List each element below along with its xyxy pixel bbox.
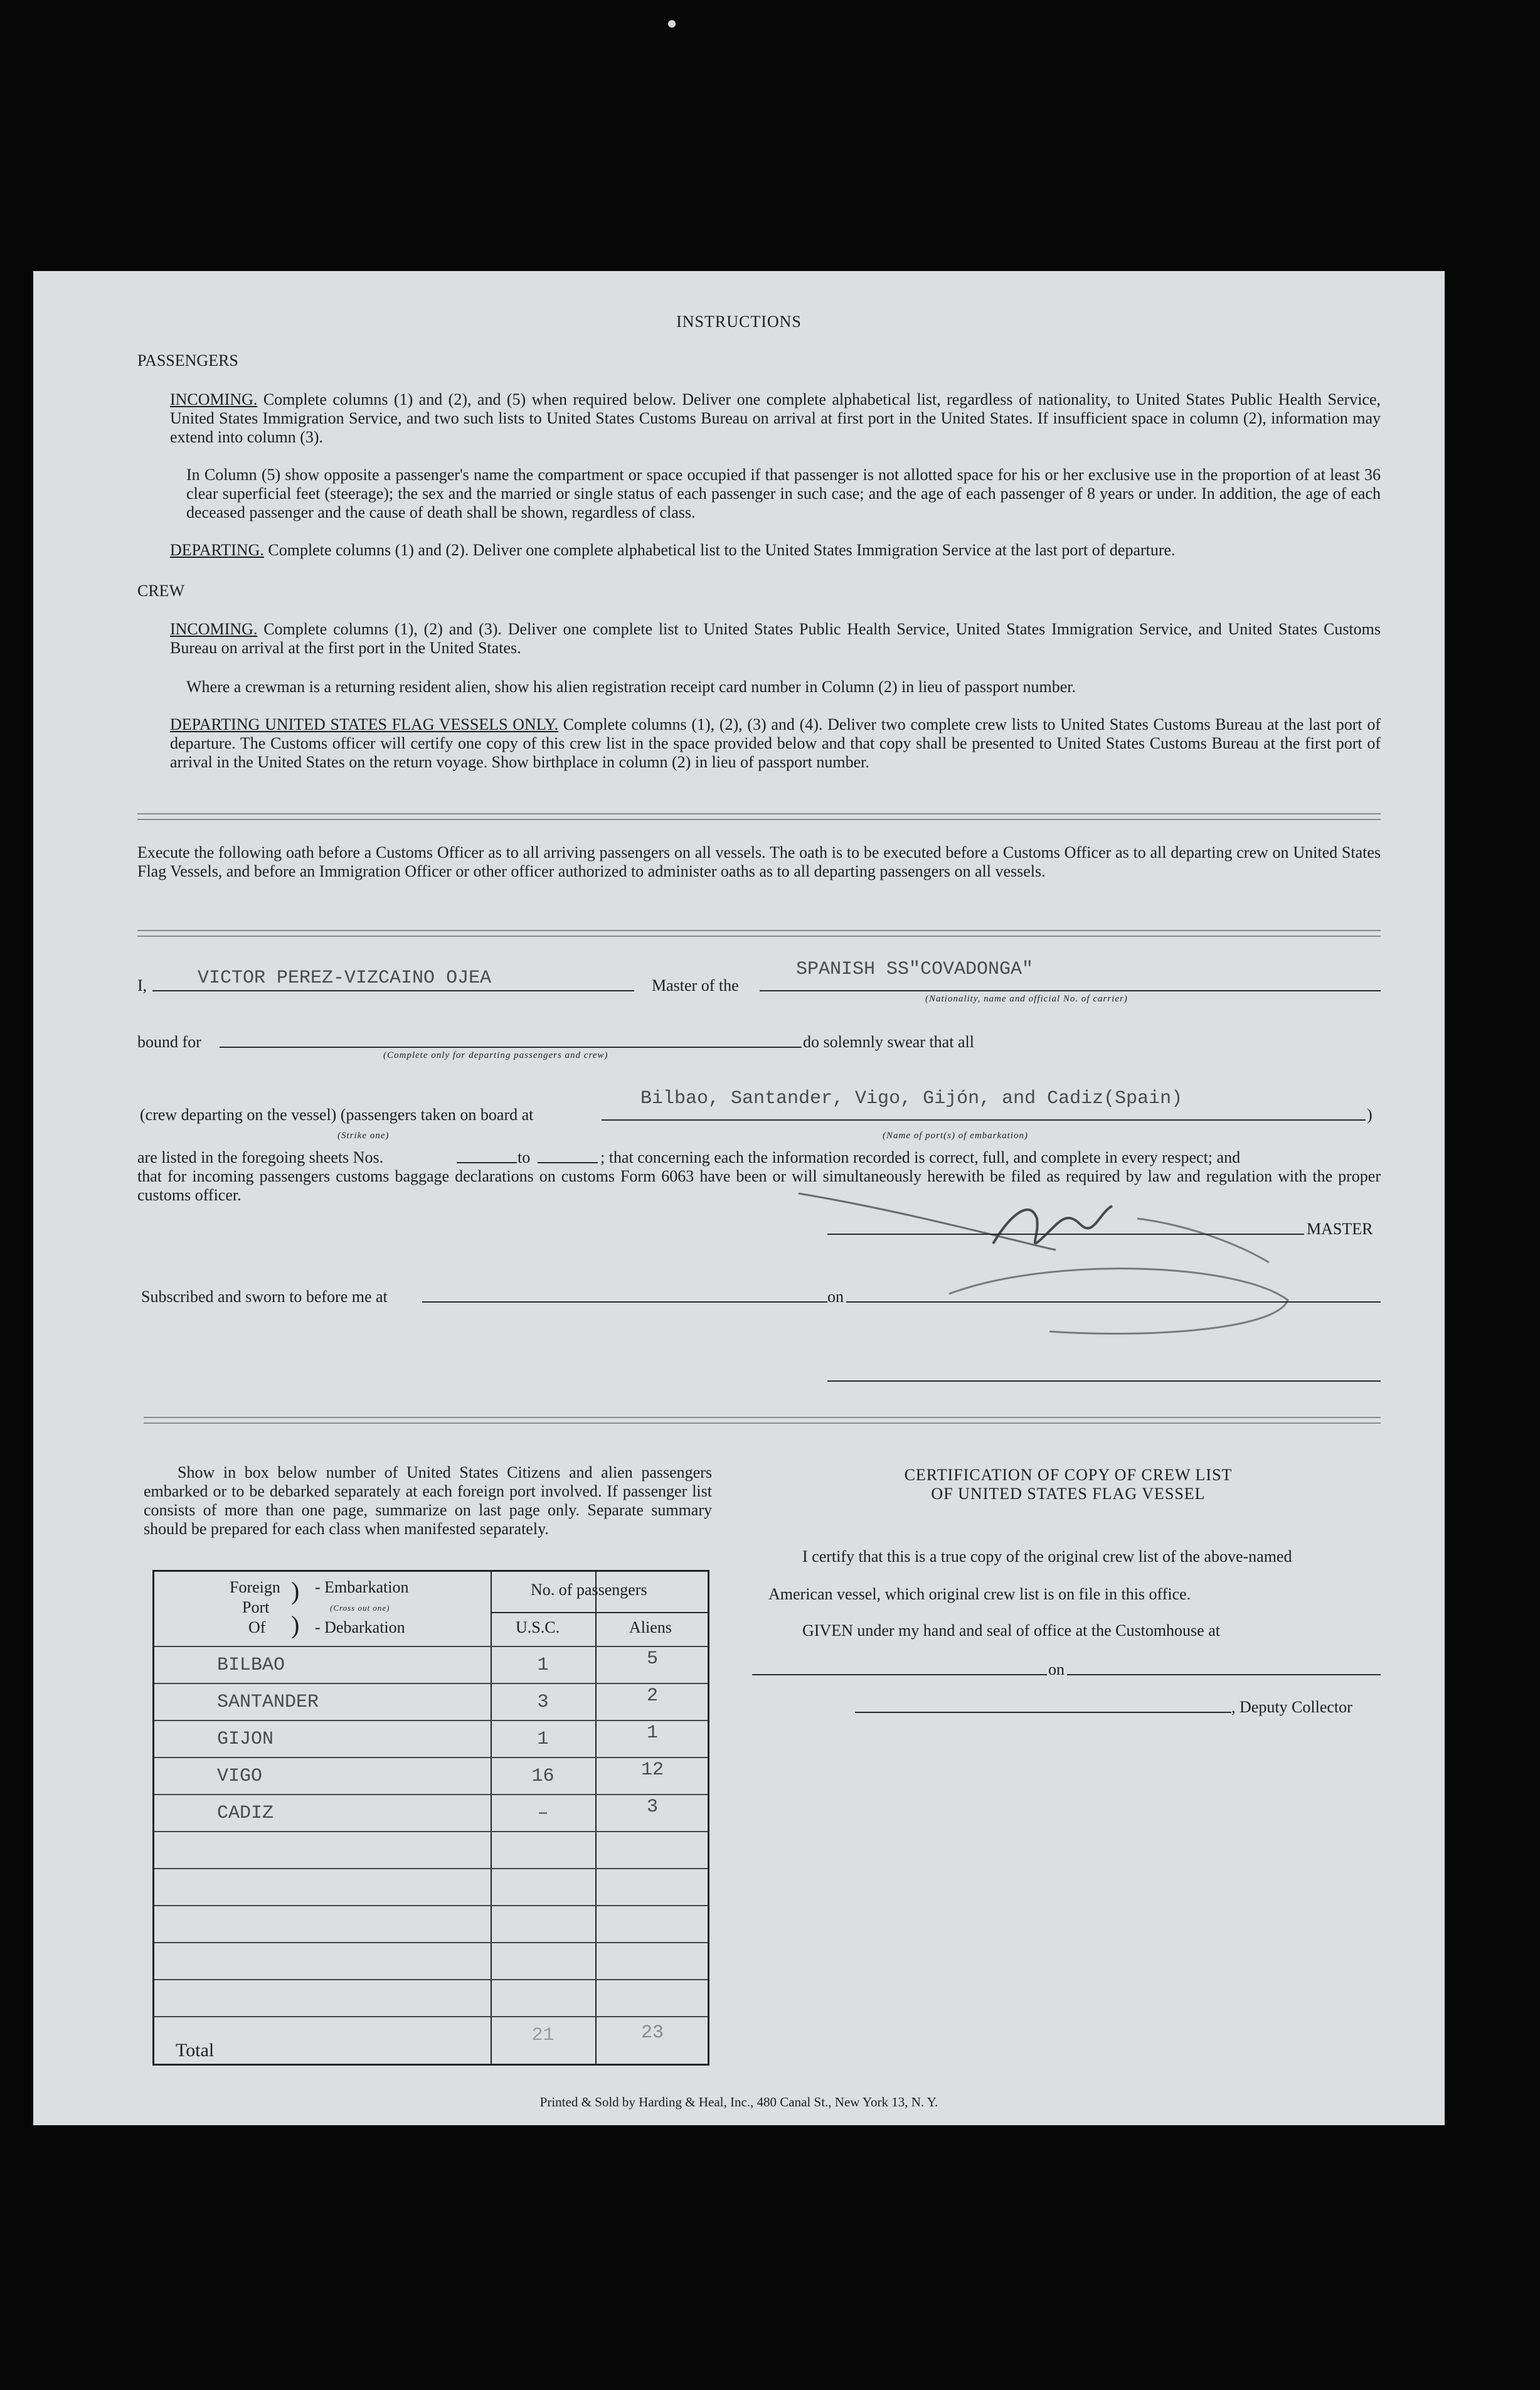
vessel-name: SPANISH SS"COVADONGA" [796,959,1034,980]
crew-heading: CREW [137,582,185,600]
close-paren: ) [1367,1106,1373,1124]
header-debarkation: - Debarkation [315,1618,405,1636]
section-divider [137,813,1381,820]
table-row-empty [154,1905,708,1942]
table-total-row [154,2016,708,2064]
certification-date-line [1067,1674,1381,1675]
ports-line [602,1119,1366,1121]
master-name: VICTOR PEREZ-VIZCAINO OJEA [198,968,492,989]
table-row-empty [154,1868,708,1905]
row-port: CADIZ [217,1803,274,1824]
flag-vessel-text: Complete columns (1), (2), (3) and (4). Deliver two complete crew lists to United States Customs Bureau at the last port of departure. The Customs officer will certify one copy of this crew list in the space provided below and that copy shall be presented to United States Customs Bureau at the first port of arrival in the United States on the return voyage. Show birthplace in column (2) in lieu of passport number. [170,715,1381,771]
row-usc: 3 [537,1692,549,1713]
baggage-text: that for incoming passengers customs baggage declarations on customs Form 6063 have been or will simultaneously herewith be filed as required by law and regulation with the proper customs officer. [137,1167,1381,1204]
sheets-to-line [538,1162,598,1163]
brace-top-icon: ) [291,1577,300,1605]
deputy-signature-line [855,1712,1231,1713]
deputy-label: , Deputy Collector [1231,1698,1352,1716]
departing-text: Complete columns (1) and (2). Deliver one complete alphabetical list to the United States Immigration Service at the last port of departure. [268,541,1176,559]
subscribed-label: Subscribed and sworn to before me at [141,1288,388,1306]
crewman-text: Where a crewman is a returning resident alien, show his alien registration receipt card number in Column (2) in lieu of passport number. [186,678,1076,696]
row-usc: 16 [531,1766,555,1787]
table-row [154,1794,708,1831]
crew-departing-text: (crew departing on the vessel) (passengers taken on board at [140,1106,534,1124]
printer-footer: Printed & Sold by Harding & Heal, Inc., 480 Canal St., New York 13, N. Y. [539,2094,938,2110]
customhouse-line [752,1674,1047,1675]
column5-text: In Column (5) show opposite a passenger's name the compartment or space occupied if that passenger is not allotted space for his or her exclusive use in the proportion of at least 36 clear superficial feet (steerage); the sex and the married or single status of each passenger in such case; and the age of each passenger of 8 years or under. In addition, the age of each deceased passenger and the cause of death shall be shown, regardless of class. [186,466,1381,521]
row-aliens: 2 [646,1685,658,1707]
header-foreign: Foreign [230,1578,280,1596]
section-divider [144,1417,1381,1424]
certification-text-1: I certify that this is a true copy of the original crew list of the above-named [802,1547,1292,1566]
table-row-empty [154,1942,708,1979]
master-signature-line [827,1234,1304,1235]
table-row [154,1720,708,1757]
header-passengers: No. of passengers [531,1581,647,1599]
strike-caption: (Strike one) [337,1131,390,1141]
subscribed-date-line [846,1301,1381,1303]
table-row [154,1683,708,1720]
row-usc: 1 [537,1729,549,1750]
crew-incoming-text: Complete columns (1), (2) and (3). Deliver one complete list to United States Public Health Service, United States Immigration Service, and United States Customs Bureau on arrival at the first port in the United States. [170,620,1381,657]
header-aliens: Aliens [629,1618,672,1636]
header-of: Of [248,1618,266,1636]
bound-for-label: bound for [137,1033,201,1051]
row-usc: 1 [537,1655,549,1676]
subscribed-place-line [422,1301,827,1303]
form-sheet [33,271,1445,2125]
passenger-summary-table [152,1570,709,2066]
certification-text-2: American vessel, which original crew list is on file in this office. [768,1585,1191,1603]
embarkation-ports: Bilbao, Santander, Vigo, Gijón, and Cadiz(Spain) [640,1088,1183,1109]
incoming-label: INCOMING. [170,390,258,408]
header-usc: U.S.C. [516,1618,560,1636]
master-of-label: Master of the [652,976,739,995]
subscribed-on-label: on [827,1288,844,1306]
incoming-instructions [170,390,1381,447]
crew-incoming-label: INCOMING. [170,620,258,638]
officer-signature-line [827,1380,1381,1382]
header-divider [491,1612,708,1613]
table-row-empty [154,1979,708,2016]
row-aliens: 5 [646,1648,658,1670]
row-port: SANTANDER [217,1692,319,1713]
swear-text: do solemnly swear that all [803,1033,974,1051]
summary-instruction: Show in box below number of United States Citizens and alien passengers embarked or to be debarked separately at each foreign port involved. If passenger list consists of more than one page, summarize on last page only. Separate summary should be prepared for each class when manifested separately. [144,1463,712,1538]
row-port: BILBAO [217,1655,285,1676]
header-embarkation: - Embarkation [315,1578,409,1596]
table-row [154,1646,708,1683]
certification-on-label: on [1048,1660,1065,1678]
row-usc: – [537,1803,549,1824]
vessel-caption: (Nationality, name and official No. of carrier) [925,994,1128,1004]
incoming-text: Complete columns (1) and (2), and (5) when required below. Deliver one complete alphabetical list, regardless of nationality, to United States Public Health Service, United States Immigration Service, and two such lists to United States Customs Bureau on arrival at first port in the United States. If insufficient space in column (2), information may extend into column (3). [170,390,1381,446]
oath-i-label: I, [137,976,147,995]
certification-title-1: CERTIFICATION OF COPY OF CREW LIST [904,1466,1233,1484]
master-signature [786,1175,1338,1363]
total-label: Total [176,2040,215,2061]
bound-for-line [220,1047,802,1048]
oath-intro: Execute the following oath before a Customs Officer as to all arriving passengers on all vessels. The oath is to be executed before a Customs Officer as to all departing crew on United States Flag Vessels, and before an Immigration Officer or other officer authorized to administer oaths as to all departing passengers on all vessels. [137,843,1381,880]
certification-given: GIVEN under my hand and seal of office at the Customhouse at [802,1621,1220,1640]
sheets-rest: ; that concerning each the information recorded is correct, full, and complete in every respect; and [600,1148,1241,1166]
total-aliens: 23 [640,2022,664,2044]
ports-caption: (Name of port(s) of embarkation) [883,1131,1028,1141]
sheets-from-line [457,1162,517,1163]
row-aliens: 1 [646,1722,658,1744]
master-label: MASTER [1307,1220,1373,1238]
bound-for-caption: (Complete only for departing passengers and crew) [383,1050,608,1060]
instructions-title: INSTRUCTIONS [676,312,802,331]
departing-instructions [170,541,1381,560]
section-divider [137,930,1381,937]
brace-bottom-icon: ) [291,1611,300,1639]
row-port: VIGO [217,1766,263,1787]
passengers-heading: PASSENGERS [137,351,238,370]
flag-vessel-instructions [170,715,1381,772]
crew-incoming-instructions [170,620,1381,658]
sheets-prefix: are listed in the foregoing sheets Nos. [137,1148,384,1166]
header-port: Port [242,1598,270,1616]
table-row-empty [154,1831,708,1868]
speck [668,20,676,28]
vessel-line [760,990,1381,991]
header-cross-out: (Cross out one) [330,1603,390,1613]
row-aliens: 3 [646,1796,658,1818]
flag-vessel-label: DEPARTING UNITED STATES FLAG VESSELS ONLY. [170,715,559,734]
table-row [154,1757,708,1794]
total-usc: 21 [531,2025,555,2046]
row-port: GIJON [217,1729,274,1750]
row-aliens: 12 [640,1759,664,1781]
departing-label: DEPARTING. [170,541,264,559]
master-name-line [152,990,634,991]
sheets-to: to [518,1148,531,1166]
certification-title-2: OF UNITED STATES FLAG VESSEL [931,1485,1206,1503]
